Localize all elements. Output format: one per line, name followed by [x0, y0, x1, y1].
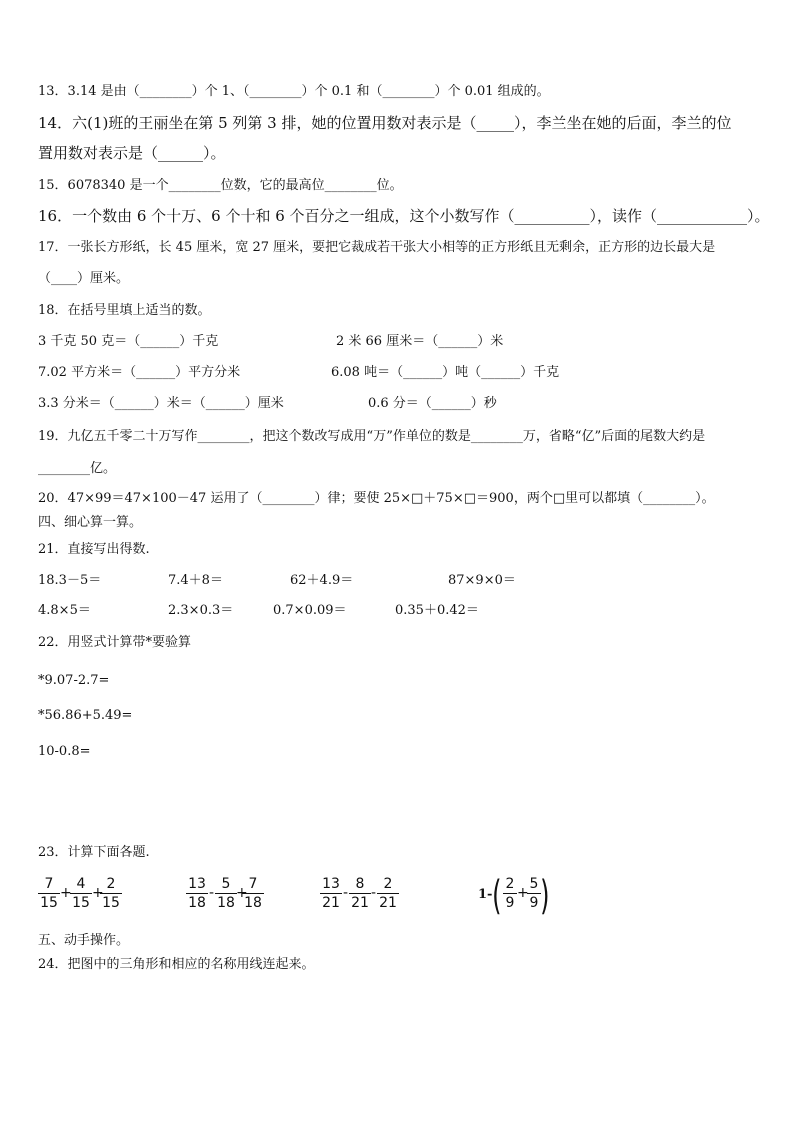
- q21-item: 62＋4.9＝: [290, 573, 354, 588]
- left-paren: (: [492, 873, 502, 919]
- fraction: 2 15: [100, 876, 122, 911]
- operator: +: [60, 885, 72, 901]
- q23: 23．计算下面各题.: [38, 845, 150, 860]
- q19-line1: 19．九亿五千零二十万写作________，把这个数改写成用“万”作单位的数是________万，省略“亿”后面的尾数大约是: [38, 429, 706, 444]
- q17-line2: （____）厘米。: [38, 271, 130, 286]
- q21-item: 7.4＋8＝: [168, 573, 223, 588]
- operator: +: [517, 885, 529, 901]
- q18-item: 7.02 平方米＝（______）平方分米: [38, 365, 241, 380]
- operator: +: [236, 885, 248, 901]
- q21-item: 4.8×5＝: [38, 603, 91, 618]
- q21: 21．直接写出得数.: [38, 542, 150, 557]
- q20: 20．47×99＝47×100－47 运用了（________）律；要使 25×□＋75×□＝900，两个□里可以都填（________）。: [38, 491, 715, 506]
- fraction: 5 18: [215, 876, 237, 911]
- q21-item: 2.3×0.3＝: [168, 603, 234, 618]
- q18: 18．在括号里填上适当的数。: [38, 303, 211, 318]
- fraction: 5 9: [527, 876, 541, 911]
- q24: 24．把图中的三角形和相应的名称用线连起来。: [38, 957, 315, 972]
- q22-item: *56.86+5.49=: [38, 708, 133, 723]
- q18-item: 3 千克 50 克＝（______）千克: [38, 334, 219, 349]
- fraction: 7 18: [242, 876, 264, 911]
- q14-line2: 置用数对表示是（______）。: [38, 144, 226, 162]
- fraction: 13 18: [186, 876, 208, 911]
- q17-line1: 17．一张长方形纸，长 45 厘米，宽 27 厘米，要把它裁成若干张大小相等的正方形纸且无剩余，正方形的边长最大是: [38, 240, 716, 255]
- q19-line2: ________亿。: [38, 461, 117, 476]
- q16: 16．一个数由 6 个十万、6 个十和 6 个百分之一组成，这个小数写作（__________），读作（____________）。: [38, 207, 770, 225]
- fraction: 2 21: [377, 876, 399, 911]
- operator: -: [343, 885, 349, 901]
- operator: -: [209, 885, 215, 901]
- q18-item: 2 米 66 厘米＝（______）米: [336, 334, 504, 349]
- q21-item: 87×9×0＝: [448, 573, 516, 588]
- operator: -: [371, 885, 377, 901]
- section-4-heading: 四、细心算一算。: [38, 515, 143, 530]
- q21-item: 18.3－5＝: [38, 573, 102, 588]
- q14-line1: 14．六(1)班的王丽坐在第 5 列第 3 排，她的位置用数对表示是（_____），李兰坐在她的后面，李兰的位: [38, 114, 732, 132]
- q22: 22．用竖式计算带*要验算: [38, 635, 192, 650]
- fraction: 8 21: [349, 876, 371, 911]
- fraction: 2 9: [503, 876, 517, 911]
- q21-item: 0.7×0.09＝: [273, 603, 347, 618]
- q13: 13．3.14 是由（________）个 1、（________）个 0.1 和（________）个 0.01 组成的。: [38, 84, 550, 99]
- q18-item: 0.6 分＝（______）秒: [368, 396, 497, 411]
- section-5-heading: 五、动手操作。: [38, 933, 130, 948]
- fraction: 4 15: [70, 876, 92, 911]
- fraction: 7 15: [38, 876, 60, 911]
- q22-item: 10-0.8=: [38, 744, 91, 759]
- operator: 1-: [478, 887, 493, 902]
- operator: +: [92, 885, 104, 901]
- q22-item: *9.07-2.7=: [38, 673, 110, 688]
- q15: 15．6078340 是一个________位数，它的最高位________位。: [38, 178, 403, 193]
- fraction: 13 21: [320, 876, 342, 911]
- q18-item: 6.08 吨＝（______）吨（______）千克: [331, 365, 560, 380]
- q21-item: 0.35＋0.42＝: [395, 603, 479, 618]
- q18-item: 3.3 分米＝（______）米＝（______）厘米: [38, 396, 284, 411]
- right-paren: ): [540, 873, 550, 919]
